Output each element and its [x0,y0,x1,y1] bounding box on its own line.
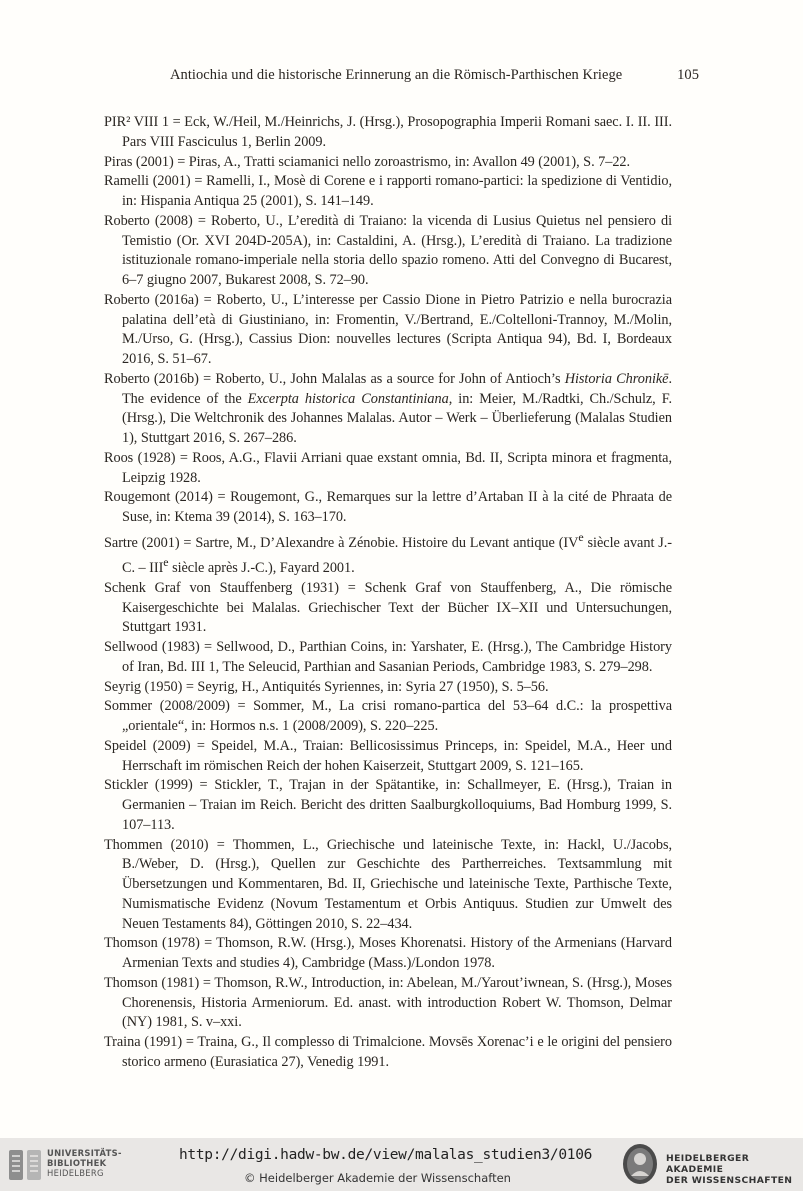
bibliography-entry: Thomson (1981) = Thomson, R.W., Introduction, in: Abelean, M./Yarout’iwnean, S. (Hrsg.), Moses Chorenensis, Historia Armeniorum. Ed. anast. with introduction Robert W. Thomson, Delmar (NY) 1981, S. v–xxi. [104,974,672,1031]
bibliography-entry: Roberto (2016a) = Roberto, U., L’interesse per Cassio Dione in Pietro Patrizio e nella burocrazia palatina dell’età di Giustiniano, in: Fromentin, V./Bertrand, E./Coltelloni-Trannoy, M./Molin, M./Urso, G. (Hrsg.), Cassius Dion: nouvelles lectures (Scripta Antiqua 94), Bd. I, Bordeaux 2016, S. 51–67. [104,291,672,367]
bibliography-entry: Sartre (2001) = Sartre, M., D’Alexandre à Zénobie. Histoire du Levant antique (IVe siècle avant J.-C. – IIIe siècle après J.-C.), Fayard 2001. [104,529,673,577]
bibliography-entry: Sommer (2008/2009) = Sommer, M., La crisi romano-partica del 53–64 d.C.: la prospettiva „orientale“, in: Hormos n.s. 1 (2008/2009), S. 220–225. [104,698,672,735]
bibliography-entry: Roos (1928) = Roos, A.G., Flavii Arriani quae exstant omnia, Bd. II, Scripta minora et fragmenta, Leipzig 1928. [104,449,672,486]
running-header [104,67,699,87]
bibliography-entry: Piras (2001) = Piras, A., Tratti sciamanici nello zoroastrismo, in: Avallon 49 (2001), S. 7–22. [104,153,631,170]
bibliography-entry: Schenk Graf von Stauffenberg (1931) = Schenk Graf von Stauffenberg, A., Die römische Kaisergeschichte bei Malalas. Griechischer Text der Bücher IX–XII und Untersuchungen, Stuttgart 1931. [104,579,672,636]
bibliography-entry: Roberto (2008) = Roberto, U., L’eredità di Traiano: la vicenda di Lusius Quietus nel pensiero di Temistio (Or. XVI 204D-205A), in: Castaldini, A. (Hrsg.), L’eredità di Traiano. La tradizione istituzionale romano-imperiale nella storia dello spazio romeno. Atti del Convegno di Bucarest, 6–7 giugno 2007, Bukarest 2008, S. 72–90. [104,212,672,288]
bibliography-entry: Traina (1991) = Traina, G., Il complesso di Trimalcione. Movsēs Xorenac’i e le origini del pensiero storico armeno (Eurasiatica 27), Venedig 1991. [104,1034,672,1070]
academy-line-2: DER WISSENSCHAFTEN [666,1175,793,1186]
ub-line-2: BIBLIOTHEK [47,1158,107,1168]
bibliography-entry: Thomson (1978) = Thomson, R.W. (Hrsg.), Moses Khorenatsi. History of the Armenians (Harvard Armenian Texts and studies 4), Cambridge (Mass.)/London 1978. [104,935,672,972]
bibliography-entry: Ramelli (2001) = Ramelli, I., Mosè di Corene e i rapporti romano-partici: la spedizione di Ventidio, in: Hispania Antiqua 25 (2001), S. 141–149. [104,173,672,209]
ub-line-3: HEIDELBERG [47,1168,104,1178]
academy-name [666,1153,803,1186]
bibliography-entry: Sellwood (1983) = Sellwood, D., Parthian Coins, in: Yarshater, E. (Hrsg.), The Cambridge History of Iran, Bd. III 1, The Seleucid, Parthian and Sasanian Periods, Cambridge 1983, S. 279–298. [104,639,672,675]
bibliography-entry: Stickler (1999) = Stickler, T., Trajan in der Spätantike, in: Schallmeyer, E. (Hrsg.), Traian in Germanien – Traian im Reich. Bericht des dritten Saalburgkolloquiums, Bad Homburg 1999, S. 107–113. [104,777,672,833]
university-library-name [47,1148,122,1178]
running-title: Antiochia und die historische Erinnerung an die Römisch-Parthischen Kriege [170,67,623,83]
permalink-url[interactable]: http://digi.hadw-bw.de/view/malalas_studien3/0106 [179,1147,593,1163]
bibliography-entry: Thommen (2010) = Thommen, L., Griechische und lateinische Texte, in: Hackl, U./Jacobs, B./Weber, D. (Hrsg.), Quellen zur Geschichte des Partherreiches. Textsammlung mit Übersetzungen und Kommentaren, Bd. II, Griechische und lateinische Texte, Parthische Texte, Numismatische Evidenz (Novum Testamentum et Orbis Antiquus. Studien zur Umwelt des Neuen Testaments 84), Göttingen 2010, S. 22–434. [104,836,672,932]
bibliography-entry: Roberto (2016b) = Roberto, U., John Malalas as a source for John of Antioch’s Historia Chronikē. The evidence of the Excerpta historica Constantiniana, in: Meier, M./Radtki, Ch./Schulz, F. (Hrsg.), Die Weltchronik des Johannes Malalas. Autor – Werk – Überlieferung (Malalas Studien 1), Stuttgart 2016, S. 267–286. [104,370,672,446]
bibliography-entry: PIR² VIII 1 = Eck, W./Heil, M./Heinrichs, J. (Hrsg.), Prosopographia Imperii Romani saec. I. II. III. Pars VIII Fasciculus 1, Berlin 2009. [104,114,672,150]
academy-seal-icon [621,1142,659,1186]
university-library-logo-icon [8,1148,42,1184]
ub-line-1: UNIVERSITÄTS- [47,1148,122,1158]
footer-bar [0,1138,803,1191]
copyright-notice: © Heidelberger Akademie der Wissenschaften [244,1171,511,1185]
bibliography-entry: Seyrig (1950) = Seyrig, H., Antiquités Syriennes, in: Syria 27 (1950), S. 5–56. [104,678,549,695]
bibliography-entry: Speidel (2009) = Speidel, M.A., Traian: Bellicosissimus Princeps, in: Speidel, M.A., Heer und Herrschaft im römischen Reich der hohen Kaiserzeit, Stuttgart 2009, S. 121–165. [104,737,672,774]
bibliography-entry: Rougemont (2014) = Rougemont, G., Remarques sur la lettre d’Artaban II à la cité de Phraata de Suse, in: Ktema 39 (2014), S. 163–170. [104,489,672,525]
academy-line-1: HEIDELBERGER AKADEMIE [666,1153,750,1175]
bibliography-list [104,113,672,1073]
page-number: 105 [677,67,699,83]
